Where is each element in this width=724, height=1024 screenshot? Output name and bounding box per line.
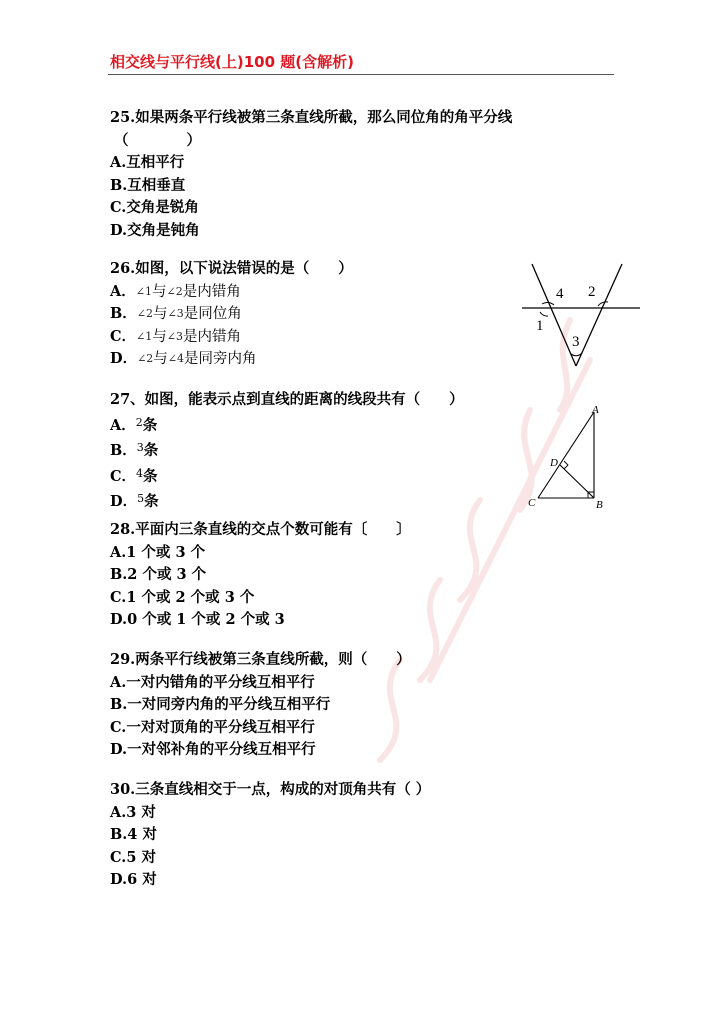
page-title: 相交线与平行线(上)100 题(含解析) (110, 53, 354, 71)
option-a: A.互相平行 (110, 154, 185, 171)
option-text: 是内错角 (182, 283, 241, 300)
conjunction: 与 (151, 283, 167, 300)
angle-number: 2 (175, 284, 183, 298)
option-b: B.一对同旁内角的平分线互相平行 (110, 696, 331, 713)
conjunction: 与 (152, 328, 167, 345)
option-d: D.0 个或 1 个或 2 个或 3 (110, 611, 285, 628)
option-a: A.3 对 (110, 803, 156, 821)
angle-symbol: ∠ (135, 284, 145, 298)
figure-label: 1 (536, 318, 544, 334)
option-c (110, 326, 353, 349)
angle-symbol: ∠ (167, 352, 178, 365)
option-label: D． (110, 350, 138, 367)
option-label: C． (110, 327, 137, 345)
option-unit: 条 (143, 467, 158, 485)
option-b (110, 303, 353, 326)
option-a: A.1 个或 3 个 (110, 543, 206, 561)
option-d (110, 488, 464, 514)
angle-symbol: ∠ (166, 284, 176, 298)
option-label: B． (110, 442, 137, 459)
angle-number: 2 (146, 352, 154, 365)
option-d: D.交角是钝角 (110, 221, 200, 239)
question-26 (110, 258, 353, 371)
option-label: B． (110, 305, 137, 322)
option-a (110, 281, 353, 304)
option-text: 是同位角 (183, 306, 242, 322)
angle-number: 2 (145, 307, 153, 320)
option-c: C.1 个或 2 个或 3 个 (110, 588, 255, 606)
angle-symbol: ∠ (137, 352, 147, 365)
question-stem: 25.如果两条平行线被第三条直线所截，那么同位角的角平分线 (110, 109, 513, 126)
question-stem: 28.平面内三条直线的交点个数可能有〔 〕 (110, 521, 411, 538)
angle-number: 3 (176, 307, 184, 320)
triangle-figure-q27 (522, 402, 612, 514)
angle-symbol: ∠ (166, 329, 176, 343)
option-c: C.一对对顶角的平分线互相平行 (110, 718, 315, 736)
question-stem: 29.两条平行线被第三条直线所截，则（ ） (110, 651, 411, 668)
angle-symbol: ∠ (136, 307, 146, 320)
question-stem: 30.三条直线相交于一点，构成的对顶角共有（ ） (110, 781, 431, 798)
option-label: C． (110, 467, 137, 485)
question-30 (110, 779, 430, 892)
angle-symbol: ∠ (167, 307, 177, 320)
question-stem: 26.如图，以下说法错误的是（ ） (110, 260, 353, 277)
figure-label: 3 (572, 334, 580, 350)
option-c: C.交角是锐角 (110, 199, 199, 216)
option-a: A.一对内错角的平分线互相平行 (110, 673, 315, 691)
option-b: B.2 个或 3 个 (110, 566, 207, 583)
header-divider (108, 74, 614, 75)
option-a (110, 412, 464, 438)
option-d (110, 348, 353, 371)
conjunction: 与 (152, 306, 168, 322)
angle-number: 3 (175, 329, 183, 343)
option-b: B.互相垂直 (110, 176, 186, 194)
figure-label: B (596, 499, 603, 511)
question-27 (110, 389, 464, 514)
figure-label: 2 (588, 284, 596, 300)
angle-symbol: ∠ (136, 329, 146, 343)
option-number: 4 (136, 466, 144, 480)
option-d: D.一对邻补角的平分线互相平行 (110, 741, 316, 758)
option-c (110, 463, 464, 489)
answer-bracket: （ ） (114, 131, 201, 149)
figure-label: C (528, 497, 536, 509)
question-25 (110, 107, 512, 242)
option-number: 2 (135, 415, 143, 429)
question-stem: 27、如图，能表示点到直线的距离的线段共有（ ） (110, 391, 464, 408)
angle-figure-q26 (518, 258, 642, 370)
question-28 (110, 519, 411, 632)
figure-label: D (550, 457, 558, 469)
figure-label: 4 (556, 286, 564, 302)
option-c: C.5 对 (110, 848, 156, 866)
figure-label: A (592, 404, 599, 416)
option-unit: 条 (143, 442, 159, 459)
option-d: D.6 对 (110, 871, 157, 888)
option-unit: 条 (142, 416, 158, 434)
angle-number: 1 (144, 284, 152, 298)
option-number: 5 (137, 492, 145, 505)
option-b: B.4 对 (110, 826, 157, 843)
option-label: A． (110, 416, 136, 434)
angle-number: 4 (177, 352, 185, 365)
option-number: 3 (136, 441, 144, 454)
option-text: 是内错角 (182, 328, 241, 345)
option-text: 是同旁内角 (184, 351, 257, 367)
angle-number: 1 (145, 329, 153, 343)
option-b (110, 437, 464, 463)
option-label: D． (110, 493, 138, 510)
conjunction: 与 (153, 351, 168, 367)
option-label: A． (110, 282, 136, 300)
option-unit: 条 (144, 493, 159, 510)
question-29 (110, 649, 411, 762)
